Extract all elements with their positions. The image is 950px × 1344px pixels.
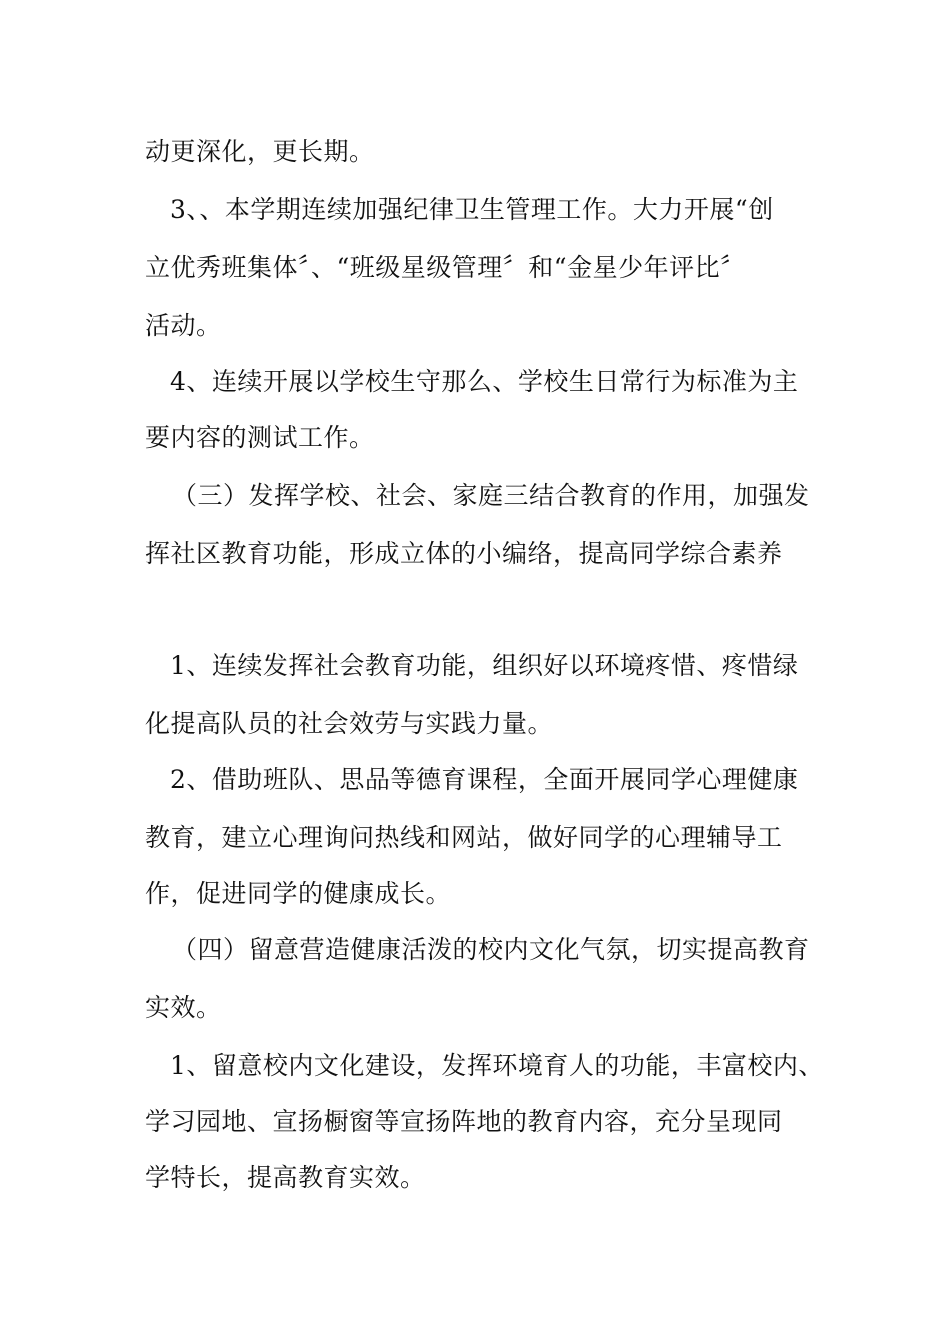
text-line: 教育，建立心理询问热线和网站，做好同学的心理辅导工: [145, 823, 783, 852]
text-line: 作，促进同学的健康成长。: [145, 879, 452, 908]
text-line: 动更深化，更长期。: [145, 137, 375, 166]
text-line: 活动。: [145, 311, 222, 340]
text-line: 实效。: [145, 993, 222, 1022]
text-line: 立优秀班集体〞、“班级星级管理〞和“金星少年评比〞: [145, 253, 746, 282]
text-line: 学习园地、宣扬橱窗等宣扬阵地的教育内容，充分呈现同: [145, 1107, 783, 1136]
text-line: 化提高队员的社会效劳与实践力量。: [145, 709, 554, 738]
paragraph-item-4-line: 4、连续开展以学校生守那么、学校生日常行为标准为主: [170, 367, 799, 396]
paragraph-item-1b-line: 1、留意校内文化建设，发挥环境育人的功能，丰富校内、: [170, 1051, 824, 1080]
paragraph-item-1-line: 1、连续发挥社会教育功能，组织好以环境疼惜、疼惜绿: [170, 651, 799, 680]
paragraph-item-3-line: 3、、本学期连续加强纪律卫生管理工作。大力开展“创: [170, 195, 774, 224]
section-heading-4-line: （四）留意营造健康活泼的校内文化气氛，切实提高教育: [172, 935, 810, 964]
text-line: 要内容的测试工作。: [145, 423, 375, 452]
text-line: 学特长，提高教育实效。: [145, 1163, 426, 1192]
text-line: 挥社区教育功能，形成立体的小编络，提高同学综合素养: [145, 539, 783, 568]
section-heading-3-line: （三）发挥学校、社会、家庭三结合教育的作用，加强发: [172, 481, 810, 510]
paragraph-item-2-line: 2、借助班队、思品等德育课程，全面开展同学心理健康: [170, 765, 799, 794]
